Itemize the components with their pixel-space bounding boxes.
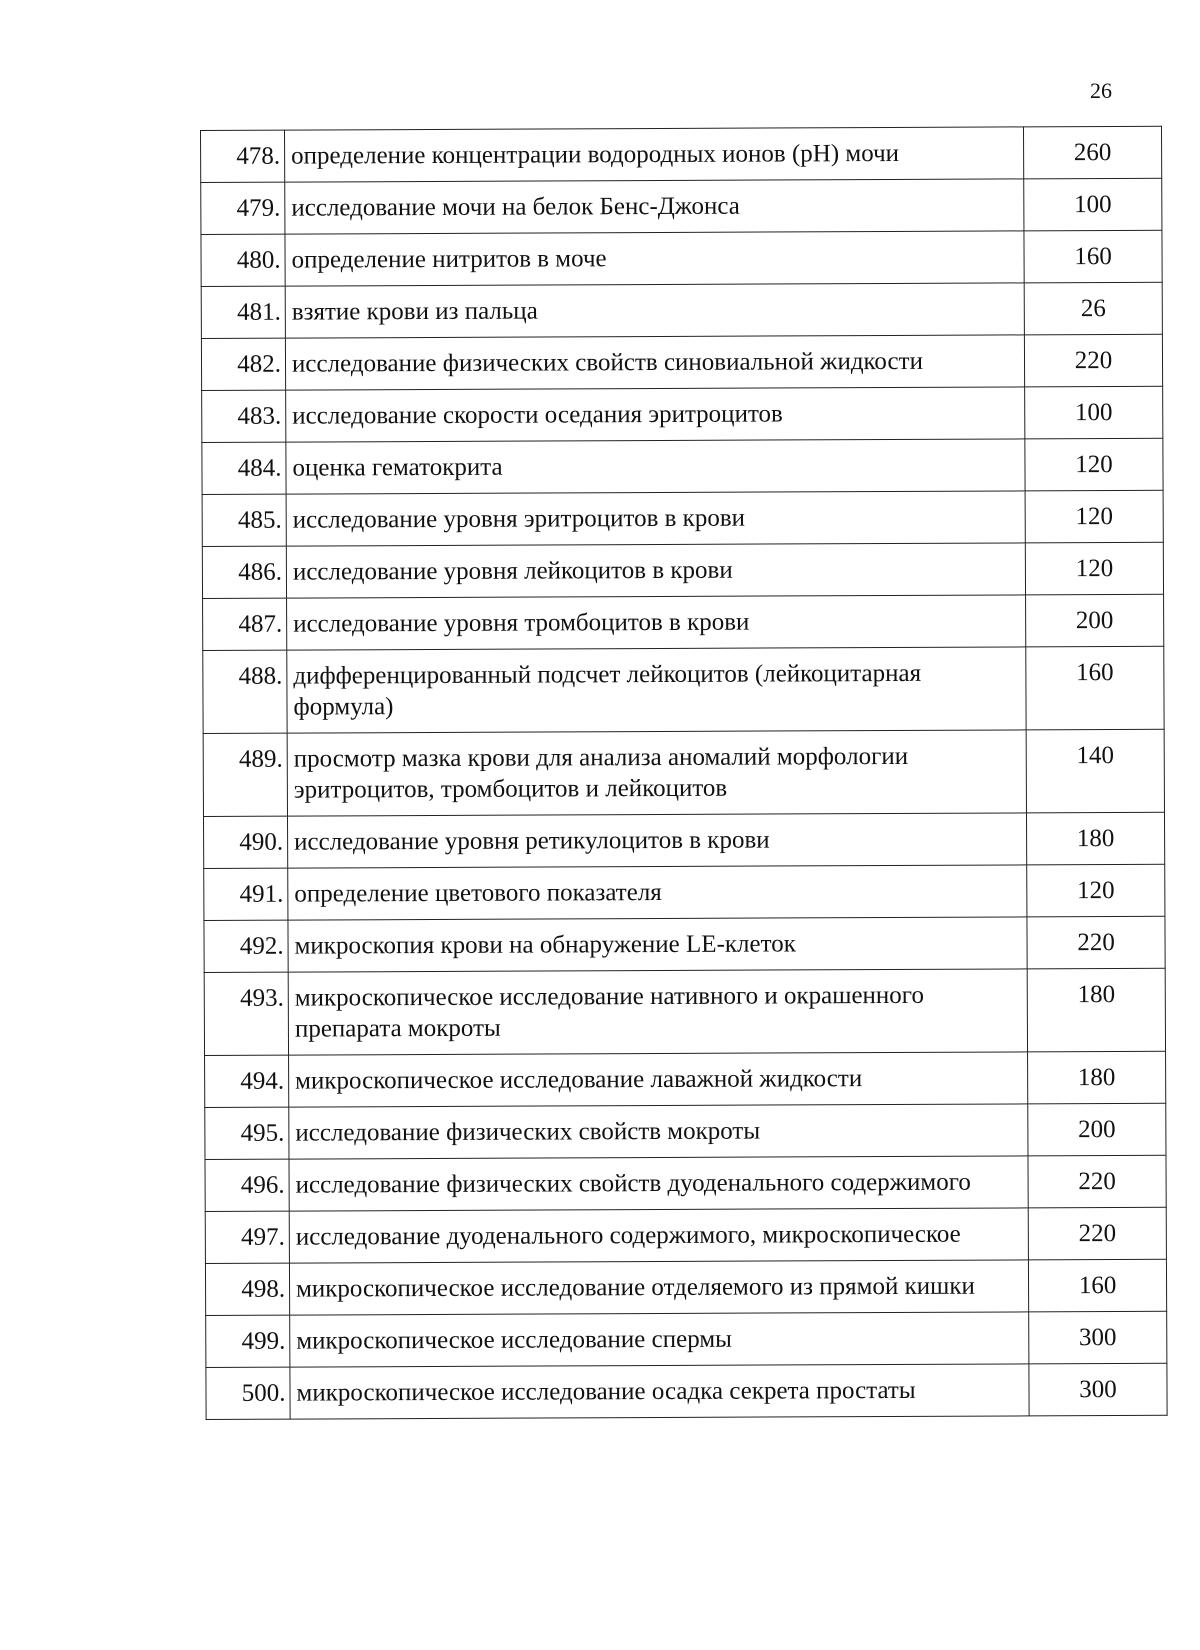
row-number: 478. — [201, 130, 285, 182]
row-number: 482. — [201, 338, 285, 390]
service-name: исследование уровня тромбоцитов в крови — [287, 595, 1026, 650]
row-number: 500. — [206, 1367, 290, 1419]
row-number: 484. — [202, 442, 286, 494]
service-price: 260 — [1023, 126, 1161, 179]
service-price: 160 — [1026, 646, 1164, 730]
service-name: микроскопическое исследование спермы — [290, 1312, 1029, 1367]
service-name: исследование физических свойств дуоденального содержимого — [289, 1156, 1028, 1211]
table-row — [205, 1103, 1166, 1159]
service-name: микроскопическое исследование лаважной жидкости — [289, 1052, 1028, 1107]
service-price: 160 — [1024, 230, 1162, 283]
service-price: 120 — [1027, 864, 1165, 917]
service-price: 200 — [1026, 594, 1164, 647]
table-row — [203, 646, 1164, 733]
row-number: 481. — [201, 286, 285, 338]
table-row — [201, 334, 1162, 390]
row-number: 498. — [205, 1263, 289, 1315]
row-number: 488. — [203, 650, 287, 733]
row-number: 496. — [205, 1159, 289, 1211]
table-row — [201, 282, 1162, 338]
service-name: исследование мочи на белок Бенс-Джонса — [285, 179, 1024, 234]
row-number: 486. — [202, 546, 286, 598]
table-row — [203, 729, 1164, 816]
table-row — [204, 864, 1165, 920]
service-name: определение концентрации водородных ионов (pH) мочи — [285, 127, 1024, 182]
service-price: 180 — [1028, 1051, 1166, 1104]
service-name: исследование дуоденального содержимого, микроскопическое — [289, 1208, 1028, 1263]
table-row — [205, 1259, 1166, 1315]
row-number: 499. — [206, 1315, 290, 1367]
table-row — [205, 1051, 1166, 1107]
service-name: исследование скорости оседания эритроцитов — [286, 387, 1025, 442]
table-row — [205, 1155, 1166, 1211]
service-price: 300 — [1029, 1311, 1167, 1364]
service-name: просмотр мазка крови для анализа аномалий морфологии эритроцитов, тромбоцитов и лейкоцитов — [287, 730, 1026, 816]
service-price: 200 — [1028, 1103, 1166, 1156]
service-price: 140 — [1026, 729, 1164, 813]
service-price: 120 — [1025, 438, 1163, 491]
service-price: 300 — [1029, 1363, 1167, 1416]
table-row — [204, 968, 1165, 1055]
service-price: 220 — [1024, 334, 1162, 387]
table-row — [202, 386, 1163, 442]
table-row — [202, 490, 1163, 546]
table-body — [201, 126, 1168, 1419]
service-name: оценка гематокрита — [286, 439, 1025, 494]
table-row — [206, 1311, 1167, 1367]
service-name: микроскопия крови на обнаружение LE-клеток — [288, 917, 1027, 972]
service-price: 120 — [1025, 490, 1163, 543]
table-row — [201, 230, 1162, 286]
service-price: 160 — [1028, 1259, 1166, 1312]
table-row — [202, 438, 1163, 494]
table-row — [205, 1207, 1166, 1263]
service-name: исследование физических свойств синовиальной жидкости — [285, 335, 1024, 390]
service-price: 100 — [1024, 178, 1162, 231]
row-number: 489. — [203, 733, 287, 816]
service-price: 220 — [1028, 1155, 1166, 1208]
service-name: микроскопическое исследование отделяемого из прямой кишки — [289, 1260, 1028, 1315]
service-name: дифференцированный подсчет лейкоцитов (лейкоцитарная формула) — [287, 647, 1026, 733]
row-number: 483. — [202, 390, 286, 442]
table-row — [201, 178, 1162, 234]
service-name: исследование физических свойств мокроты — [289, 1104, 1028, 1159]
table-row — [203, 812, 1164, 868]
table-row — [201, 126, 1162, 182]
service-price: 180 — [1027, 968, 1165, 1052]
row-number: 495. — [205, 1107, 289, 1159]
table-row — [206, 1363, 1167, 1419]
service-name: микроскопическое исследование нативного и окрашенного препарата мокроты — [288, 969, 1027, 1055]
service-price: 180 — [1026, 812, 1164, 865]
service-name: определение цветового показателя — [288, 865, 1027, 920]
row-number: 491. — [204, 868, 288, 920]
service-price: 26 — [1024, 282, 1162, 335]
service-name: микроскопическое исследование осадка секрета простаты — [290, 1364, 1029, 1419]
table-row — [204, 916, 1165, 972]
row-number: 492. — [204, 920, 288, 972]
row-number: 497. — [205, 1211, 289, 1263]
service-name: определение нитритов в моче — [285, 231, 1024, 286]
row-number: 493. — [204, 972, 288, 1055]
row-number: 480. — [201, 234, 285, 286]
page-number: 26 — [1090, 78, 1112, 103]
services-price-table — [200, 126, 1168, 1420]
row-number: 494. — [205, 1055, 289, 1107]
service-price: 220 — [1028, 1207, 1166, 1260]
service-price: 120 — [1025, 542, 1163, 595]
row-number: 479. — [201, 182, 285, 234]
table-row — [203, 594, 1164, 650]
service-name: исследование уровня эритроцитов в крови — [286, 491, 1025, 546]
service-name: исследование уровня ретикулоцитов в крови — [287, 813, 1026, 868]
row-number: 485. — [202, 494, 286, 546]
service-price: 100 — [1025, 386, 1163, 439]
service-name: исследование уровня лейкоцитов в крови — [286, 543, 1025, 598]
service-name: взятие крови из пальца — [285, 283, 1024, 338]
service-price: 220 — [1027, 916, 1165, 969]
row-number: 490. — [203, 816, 287, 868]
row-number: 487. — [203, 598, 287, 650]
table-row — [202, 542, 1163, 598]
